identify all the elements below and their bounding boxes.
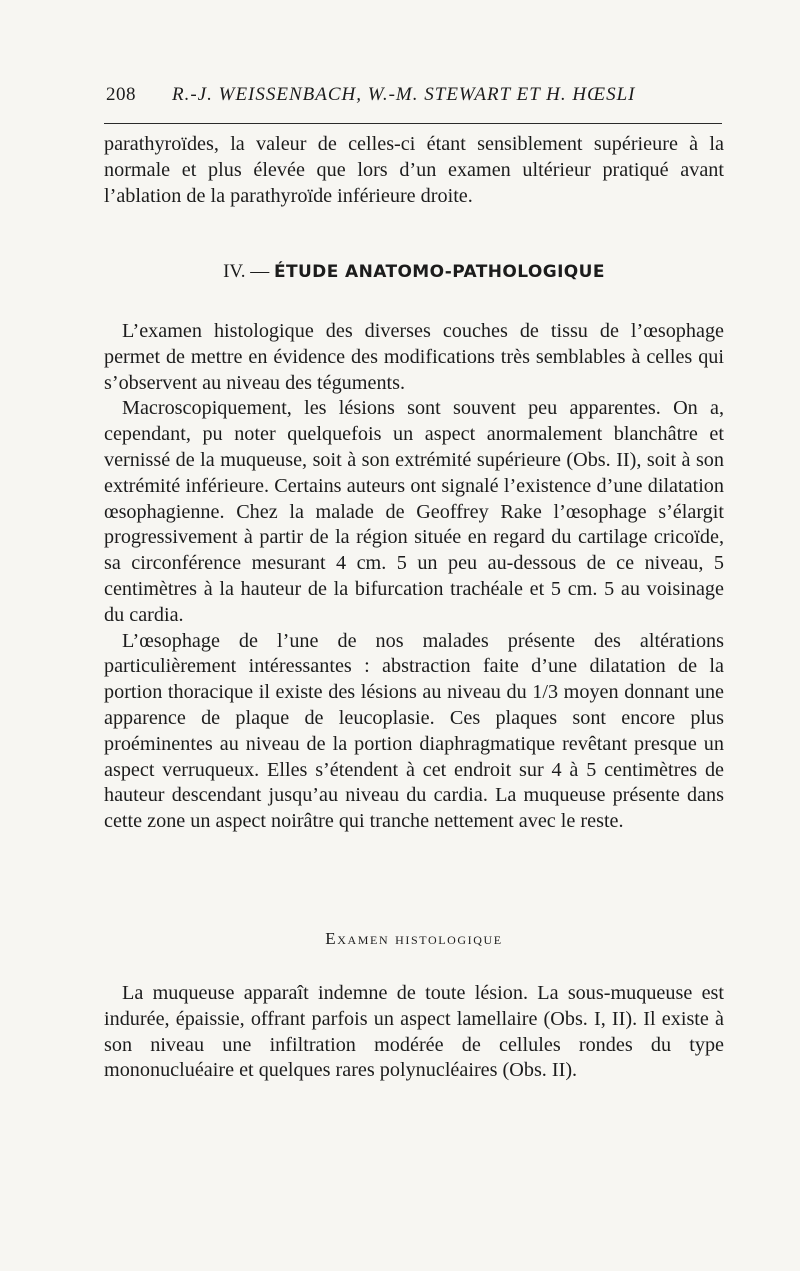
section-number: IV. — <box>223 261 270 282</box>
section-name: ÉTUDE ANATOMO-PATHOLOGIQUE <box>273 262 605 282</box>
final-paragraph <box>104 981 724 1084</box>
paragraph: Macroscopiquement, les lésions sont souvent peu apparentes. On a, cependant, pu noter quelquefois un aspect anormalement blanchâtre et vernissé de la muqueuse, soit à son extrémité supérieure (Obs. II), soit à son extrémité inférieure. Certains auteurs ont signalé l’existence d’une dilatation œsophagienne. Chez la malade de Geoffrey Rake l’œsophage s’élargit progressivement à partir de la région située en regard du cartilage cricoïde, sa circonférence mesurant 4 cm. 5 un peu au-dessous de ce niveau, 5 centimètres à la hauteur de la bifurcation trachéale et 5 cm. 5 au voisinage du cardia. <box>104 397 724 626</box>
subsection-title: Examen histologique <box>325 929 503 948</box>
intro-paragraph-text: parathyroïdes, la valeur de celles-ci étant sensiblement supérieure à la normale et plus élevée que lors d’un examen ultérieur pratiqué avant l’ablation de la parathyroïde inférieure droite. <box>104 133 724 207</box>
page-header <box>106 84 722 112</box>
page-number: 208 <box>106 84 136 105</box>
running-head: R.-J. WEISSENBACH, W.-M. STEWART ET H. HŒSLI <box>172 84 636 105</box>
paragraph: L’œsophage de l’une de nos malades présente des altérations particulièrement intéressantes : abstraction faite d’une dilatation de la portion thoracique il existe des lésions au niveau du 1/3 moyen donnant une apparence de plaque de leucoplasie. Ces plaques sont encore plus proéminentes au niveau de la portion diaphragmatique revêtant presque un aspect verruqueux. Elles s’étendent à cet endroit sur 4 à 5 centimètres de hauteur descendant jusqu’au niveau du cardia. La muqueuse présente dans cette zone un aspect noirâtre qui tranche nettement avec le reste. <box>104 629 724 833</box>
section-body <box>104 319 724 835</box>
final-paragraph-text: La muqueuse apparaît indemne de toute lésion. La sous-muqueuse est indurée, épaissie, offrant parfois un aspect lamellaire (Obs. I, II). Il existe à son niveau une infiltration modérée de cellules rondes du type mononucluéaire et quelques rares polynucléaires (Obs. II). <box>104 982 724 1082</box>
intro-paragraph <box>104 132 724 209</box>
section-title <box>104 261 724 283</box>
header-rule <box>104 123 722 124</box>
paragraph: L’examen histologique des diverses couches de tissu de l’œsophage permet de mettre en évidence des modifications très semblables à celles qui s’observent au niveau des téguments. <box>104 320 724 394</box>
